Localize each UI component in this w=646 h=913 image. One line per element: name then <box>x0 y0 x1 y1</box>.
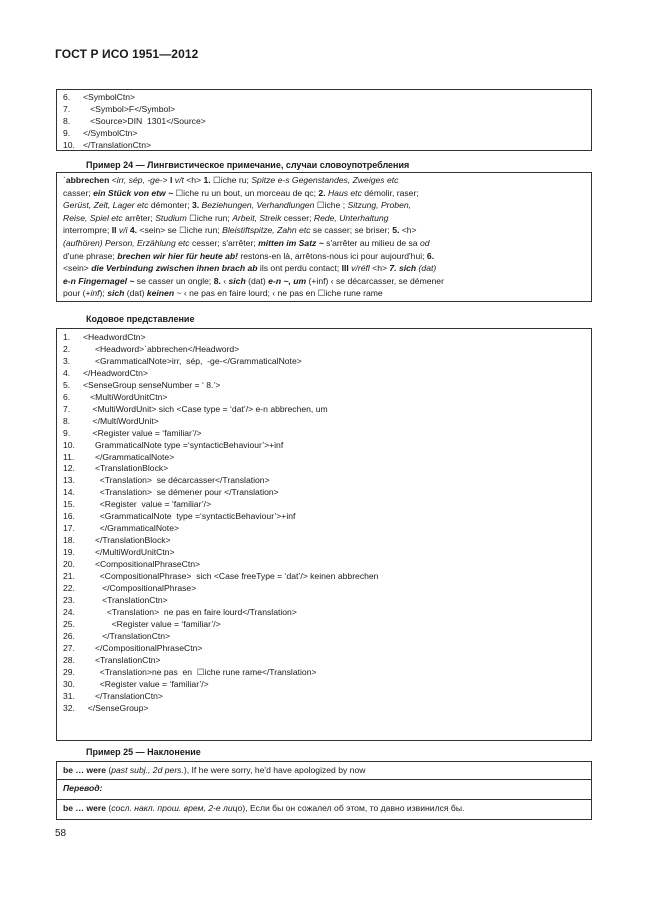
code-text: <TranslationCtn> <box>83 654 161 665</box>
example-25-caption: Пример 25 — Наклонение <box>86 747 201 757</box>
line-number: 7. <box>63 403 71 414</box>
text-segment: ); <box>99 288 108 299</box>
dictionary-line <box>63 187 591 200</box>
line-number: 23. <box>63 594 75 605</box>
code-line <box>57 103 591 115</box>
code-line <box>57 475 591 487</box>
text-segment: cesser; <box>281 212 314 223</box>
dictionary-line <box>63 237 591 250</box>
code-line <box>57 583 591 595</box>
code-text: <TranslationCtn> <box>83 594 168 605</box>
code-line <box>57 115 591 127</box>
code-line <box>57 655 591 667</box>
code-text: <Headword>ˋabbrechen</Headword> <box>83 343 240 354</box>
text-segment: past subj., 2d pers. <box>111 765 184 775</box>
line-number: 18. <box>63 535 75 546</box>
text-segment: Bleistiftspitze, Zahn etc <box>222 225 311 236</box>
code-line <box>57 463 591 475</box>
line-number: 8. <box>63 116 71 127</box>
code-text: <Translation> se décarcasser</Translation> <box>83 475 270 486</box>
text-segment: ☐iche ; <box>314 200 348 211</box>
line-number: 22. <box>63 583 75 594</box>
line-number: 6. <box>63 92 71 102</box>
text-segment: e-n ~, um <box>268 275 307 286</box>
code-text: </SymbolCtn> <box>83 128 138 139</box>
text-segment: Studium <box>155 212 187 223</box>
line-number: 12. <box>63 463 75 474</box>
code-line <box>57 667 591 679</box>
dictionary-line <box>63 250 591 263</box>
code-text: <MultiWordUnitCtn> <box>83 391 168 402</box>
code-line <box>57 452 591 464</box>
line-number: 6. <box>63 391 71 402</box>
example-24-caption: Пример 24 — Лингвистическое примечание, случаи словоупотребления <box>86 160 410 170</box>
text-segment: 2. <box>318 187 326 198</box>
line-number: 29. <box>63 666 75 677</box>
text-segment: démolir, raser; <box>361 187 419 198</box>
line-number: 5. <box>63 379 71 390</box>
text-segment: Beziehungen, Verhandlungen <box>201 200 315 211</box>
text-segment: se casser; se briser; <box>310 225 393 236</box>
code-text: <CompositionalPhraseCtn> <box>83 559 201 570</box>
line-number: 3. <box>63 355 71 366</box>
page-number: 58 <box>55 828 67 839</box>
text-segment: (+inf) ‹ se décarcasser, se démener <box>306 275 444 286</box>
line-number: 15. <box>63 499 75 510</box>
text-segment: Sitzung, Proben, <box>347 200 412 211</box>
code-text: </MultiWordUnitCtn> <box>83 547 175 558</box>
line-number: 10. <box>63 140 75 151</box>
text-segment: < <box>109 175 117 185</box>
line-number: 4. <box>63 367 71 378</box>
code-line <box>57 344 591 356</box>
code-line <box>57 127 591 139</box>
code-line <box>57 631 591 643</box>
text-segment: keinen <box>146 288 175 299</box>
code-text: <Register value = ‘familiar’/> <box>83 678 209 689</box>
code-line <box>57 703 591 715</box>
dictionary-line <box>63 224 591 237</box>
code-text: <Register value = ‘familiar’/> <box>83 427 202 438</box>
text-segment: (dat) <box>418 263 437 274</box>
code-text: <CompositionalPhrase> sich <Case freeType = ‘dat’/> keinen abbrechen <box>83 571 379 582</box>
text-segment: abbrechen <box>65 175 110 185</box>
text-segment: be … were <box>63 803 106 813</box>
dictionary-line <box>63 262 591 275</box>
code-line <box>57 511 591 523</box>
dictionary-entry-box <box>56 172 592 302</box>
code-line <box>57 619 591 631</box>
code-text: <TranslationBlock> <box>83 463 169 474</box>
text-segment: 5. <box>392 225 400 236</box>
text-segment: <h> <box>183 175 204 185</box>
code-line <box>57 571 591 583</box>
text-segment: interrompre; <box>63 225 112 236</box>
dictionary-line <box>63 174 591 187</box>
code-line <box>57 139 591 151</box>
text-segment: > <box>162 175 171 185</box>
text-segment: (dat) <box>245 275 269 286</box>
text-segment: be … were <box>63 765 106 775</box>
code-line <box>57 535 591 547</box>
example-25-source-row <box>56 761 592 780</box>
line-number: 20. <box>63 559 75 570</box>
text-segment: v/i <box>118 225 128 236</box>
code-text: </TranslationCtn> <box>83 140 151 151</box>
text-segment: démonter; <box>148 200 192 211</box>
code-line <box>57 523 591 535</box>
text-segment: ( <box>106 765 112 775</box>
line-number: 31. <box>63 690 75 701</box>
code-text: <Source>DIN 1301</Source> <box>83 116 206 127</box>
text-segment: Reise, Spiel etc <box>63 212 123 223</box>
code-line <box>57 643 591 655</box>
text-segment: Rede, Unterhaltung <box>313 212 389 223</box>
text-segment: ein Stück von etw ~ <box>93 187 174 198</box>
code-text: </TranslationCtn> <box>83 630 171 641</box>
text-segment: se casser un ongle; <box>134 275 214 286</box>
code-line <box>57 428 591 440</box>
code-text: </TranslationCtn> <box>83 690 163 701</box>
code-text: </TranslationBlock> <box>83 535 171 546</box>
code-text: GrammaticalNote type =‘syntacticBehaviour’>+inf <box>83 439 284 450</box>
text-segment: s'arrêter au milieu de sa <box>323 237 420 248</box>
text-segment: <h> <box>369 263 390 274</box>
code-line <box>57 559 591 571</box>
text-segment: <sein> se ☐iche run; <box>137 225 223 236</box>
line-number: 17. <box>63 523 75 534</box>
line-number: 14. <box>63 487 75 498</box>
code-text: <Symbol>F</Symbol> <box>83 104 176 115</box>
line-number: 19. <box>63 547 75 558</box>
line-number: 25. <box>63 618 75 629</box>
translation-label: Перевод: <box>63 783 103 793</box>
text-segment: 6. <box>426 250 435 261</box>
text-segment: Arbeit, Streik <box>232 212 282 223</box>
code-text: <Register value = ‘familiar’/> <box>83 499 212 510</box>
text-segment: pour (+ <box>63 288 91 299</box>
text-segment: 3. <box>191 200 200 211</box>
code-text: </GrammaticalNote> <box>83 523 179 534</box>
code-text: </CompositionalPhraseCtn> <box>83 642 203 653</box>
code-line <box>57 380 591 392</box>
code-text: </CompositionalPhrase> <box>83 583 197 594</box>
text-segment: II <box>111 225 117 236</box>
code-text: <GrammaticalNote>irr, sép, -ge-</GrammaticalNote> <box>83 355 302 366</box>
line-number: 2. <box>63 343 71 354</box>
text-segment: 4. <box>129 225 138 236</box>
text-segment: ‹ <box>220 275 229 286</box>
dictionary-line <box>63 212 591 225</box>
text-segment: cesser; s'arrêter; <box>189 237 259 248</box>
line-number: 9. <box>63 128 71 139</box>
text-segment: die Verbindung zwischen ihnen brach ab <box>91 263 258 274</box>
code-line <box>57 547 591 559</box>
text-segment: ), If he were sorry, he'd have apologized by now <box>183 765 366 775</box>
code-text: <Translation>ne pas en ☐iche rune rame</Translation> <box>83 666 317 677</box>
text-segment: inf <box>90 288 100 299</box>
code-text: <SymbolCtn> <box>83 92 136 102</box>
text-segment: ˋ <box>63 175 66 185</box>
code-text: </SenseGroup> <box>83 702 149 713</box>
code-line <box>57 392 591 404</box>
text-segment: сосл. накл. прош. врем, 2-е лицо <box>111 803 243 813</box>
code-text: <HeadwordCtn> <box>83 332 146 342</box>
text-segment: ~ ‹ ne pas en faire lourd; ‹ ne pas en ☐iche rune rame <box>174 288 383 299</box>
example-25-translation-row <box>56 800 592 820</box>
text-segment: 8. <box>213 275 221 286</box>
code-line <box>57 679 591 691</box>
text-segment: casser; <box>63 187 94 198</box>
line-number: 11. <box>63 451 75 462</box>
line-number: 7. <box>63 104 71 115</box>
text-segment: v/t <box>174 175 184 185</box>
text-segment: Haus etc <box>327 187 362 198</box>
line-number: 21. <box>63 571 75 582</box>
line-number: 13. <box>63 475 75 486</box>
line-number: 30. <box>63 678 75 689</box>
code-block-top <box>56 89 592 151</box>
code-line <box>57 595 591 607</box>
dictionary-line <box>63 287 591 300</box>
code-text: <GrammaticalNote type =‘syntacticBehaviour’>+inf <box>83 511 296 522</box>
text-segment: restons-en là, arrêtons-nous ici pour aujourd'hui; <box>238 250 427 261</box>
code-text: </HeadwordCtn> <box>83 367 148 378</box>
text-segment: irr, sép, -ge- <box>116 175 163 185</box>
text-segment: ), Если бы он сожалел об этом, то давно извинился бы. <box>242 803 465 813</box>
code-text: </MultiWordUnit> <box>83 415 159 426</box>
code-line <box>57 91 591 103</box>
text-segment: v/réfl <box>351 263 370 274</box>
text-segment: Spitze e-s Gegenstandes, Zweiges etc <box>251 175 399 185</box>
text-segment: <h> <box>399 225 417 236</box>
text-segment: brechen wir hier für heute ab! <box>117 250 239 261</box>
line-number: 1. <box>63 332 71 342</box>
text-segment: ☐iche ru un bout, un morceau de qc; <box>173 187 319 198</box>
text-segment: sich <box>107 288 125 299</box>
code-text: <SenseGroup senseNumber = ‘ 8.’> <box>83 379 221 390</box>
code-text: <Translation> se démener pour </Translation> <box>83 487 279 498</box>
dictionary-line <box>63 199 591 212</box>
code-line <box>57 440 591 452</box>
text-segment: I <box>170 175 173 185</box>
text-segment: e-n Fingernagel ~ <box>63 275 135 286</box>
code-line <box>57 691 591 703</box>
code-line <box>57 499 591 511</box>
line-number: 9. <box>63 427 71 438</box>
text-segment: ( <box>106 803 112 813</box>
code-line <box>57 332 591 344</box>
document-header-title: ГОСТ Р ИСО 1951—2012 <box>55 47 199 61</box>
code-line <box>57 607 591 619</box>
text-segment: ☐iche run; <box>186 212 233 223</box>
code-text: <Translation> ne pas en faire lourd</Translation> <box>83 606 297 617</box>
line-number: 28. <box>63 654 75 665</box>
text-segment: III <box>341 263 349 274</box>
line-number: 32. <box>63 702 75 713</box>
code-line <box>57 368 591 380</box>
text-segment: d'une phrase; <box>63 250 118 261</box>
code-text: <MultiWordUnit> sich <Case type = ‘dat’/> e-n abbrechen, um <box>83 403 328 414</box>
code-representation-caption: Кодовое представление <box>86 314 195 324</box>
text-segment: od <box>419 237 430 248</box>
text-segment: (aufhören) Person, Erzählung etc <box>63 237 190 248</box>
text-segment: (dat) <box>124 288 147 299</box>
text-segment: sich <box>228 275 246 286</box>
text-segment: mitten im Satz ~ <box>258 237 324 248</box>
line-number: 16. <box>63 511 75 522</box>
line-number: 26. <box>63 630 75 641</box>
line-number: 10. <box>63 439 75 450</box>
code-line <box>57 487 591 499</box>
text-segment: <sein> <box>63 263 92 274</box>
text-segment: 7. sich <box>389 263 417 274</box>
code-text: </GrammaticalNote> <box>83 451 175 462</box>
text-segment: 1. <box>203 175 211 185</box>
text-segment: Gerüst, Zelt, Lager etc <box>63 200 149 211</box>
text-segment: ☐iche ru; <box>210 175 252 185</box>
code-line <box>57 356 591 368</box>
example-25-translation-label-row <box>56 780 592 800</box>
code-block-main <box>56 328 592 741</box>
code-text: <Register value = ‘familiar’/> <box>83 618 221 629</box>
code-line <box>57 416 591 428</box>
text-segment: ils ont perdu contact; <box>257 263 342 274</box>
text-segment: arrêter; <box>122 212 156 223</box>
line-number: 24. <box>63 606 75 617</box>
line-number: 27. <box>63 642 75 653</box>
dictionary-line <box>63 275 591 288</box>
line-number: 8. <box>63 415 71 426</box>
code-line <box>57 404 591 416</box>
